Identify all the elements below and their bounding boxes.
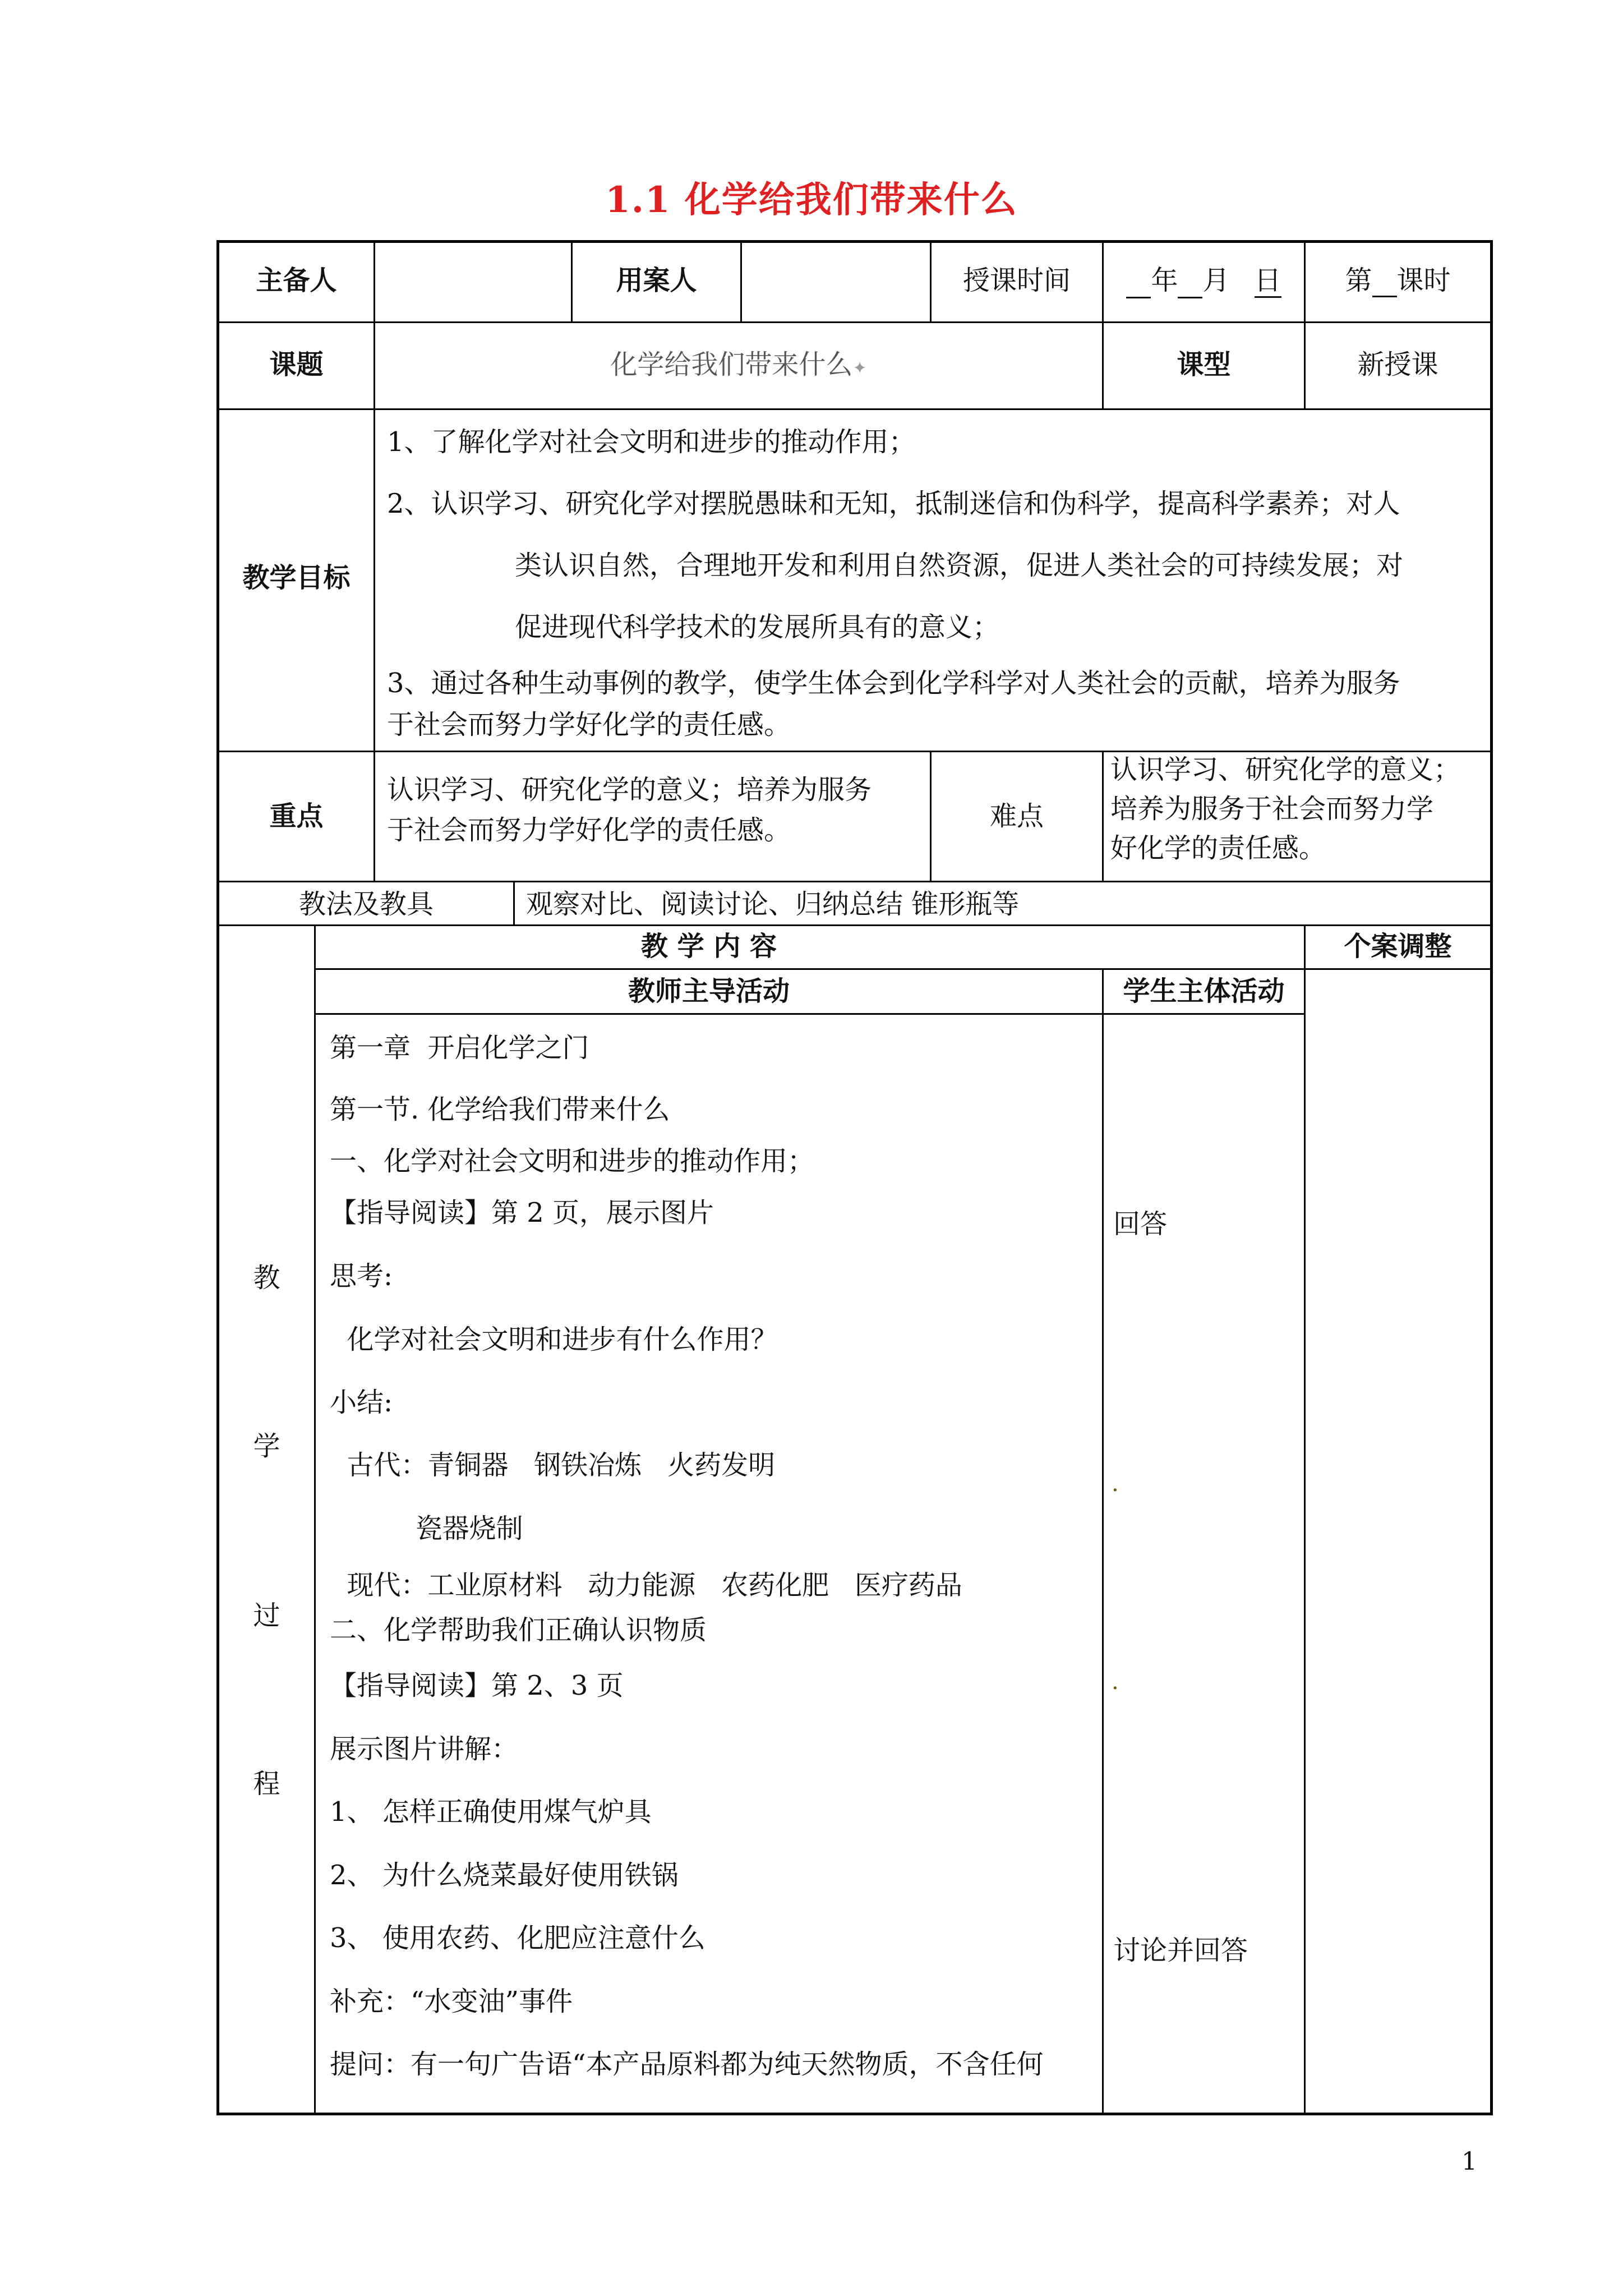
- goal-line-6: 于社会而努力学好化学的责任感。: [387, 709, 791, 740]
- teacher-line-1: 第一章 开启化学之门: [330, 1032, 589, 1064]
- topic-label: 课题: [269, 349, 324, 380]
- goal-line-4: 促进现代科学技术的发展所具有的意义；: [515, 611, 1000, 643]
- class-time-label: 授课时间: [962, 265, 1071, 296]
- period-prefix: 第: [1345, 265, 1372, 296]
- student-activity-header: 学生主体活动: [1123, 976, 1285, 1007]
- teacher-line-4: 【指导阅读】第 2 页，展示图片: [330, 1197, 714, 1228]
- teaching-content-header: 教 学 内 容: [640, 931, 777, 962]
- date-year: 年: [1151, 265, 1178, 296]
- process-side-label-2: 学: [253, 1430, 280, 1462]
- prep-person-label: 主备人: [256, 265, 337, 296]
- teacher-line-7: 小结:: [330, 1387, 393, 1418]
- key-point-label: 重点: [269, 800, 324, 832]
- teacher-line-6: 化学对社会文明和进步有什么作用？: [330, 1324, 778, 1355]
- teacher-line-18: 提问：有一句广告语“本产品原料都为纯天然物质，不含任何: [330, 2049, 1044, 2080]
- teacher-line-5: 思考:: [330, 1260, 393, 1292]
- margin-dot-2: .: [1112, 1669, 1119, 1695]
- goal-line-3: 类认识自然，合理地开发和利用自然资源，促进人类社会的可持续发展；对: [515, 550, 1404, 581]
- teacher-activity-header: 教师主导活动: [628, 976, 790, 1007]
- teacher-line-15: 2、 为什么烧菜最好使用铁锅: [330, 1860, 679, 1891]
- lesson-type-label: 课型: [1177, 349, 1231, 380]
- teacher-line-16: 3、 使用农药、化肥应注意什么: [330, 1922, 706, 1954]
- case-adjustment-header: 个案调整: [1344, 931, 1452, 962]
- process-side-label-4: 程: [253, 1768, 280, 1800]
- topic-value-text: 化学给我们带来什么: [610, 349, 853, 380]
- goal-line-1: 1、了解化学对社会文明和进步的推动作用；: [387, 426, 916, 458]
- teacher-line-3: 一、化学对社会文明和进步的推动作用；: [330, 1145, 815, 1177]
- teacher-line-14: 1、 怎样正确使用煤气炉具: [330, 1796, 652, 1828]
- difficult-point-label: 难点: [989, 800, 1044, 832]
- goal-line-5: 3、通过各种生动事例的教学，使学生体会到化学科学对人类社会的贡献，培养为服务: [387, 668, 1400, 699]
- date-day: 日: [1255, 265, 1281, 298]
- process-side-label-3: 过: [253, 1600, 280, 1631]
- teacher-line-12: 【指导阅读】第 2、3 页: [330, 1670, 624, 1701]
- student-answer-2: 讨论并回答: [1113, 1935, 1248, 1966]
- date-month: 月: [1202, 265, 1230, 296]
- process-side-label-1: 教: [253, 1262, 280, 1294]
- methods-value: 观察对比、阅读讨论、归纳总结 锥形瓶等: [526, 889, 1020, 920]
- period-suffix: 课时: [1396, 265, 1451, 296]
- margin-dot-1: .: [1112, 1471, 1119, 1497]
- difficult-point-line-3: 好化学的责任感。: [1110, 832, 1326, 864]
- methods-label: 教法及教具: [298, 889, 434, 920]
- goal-line-2: 2、认识学习、研究化学对摆脱愚昧和无知，抵制迷信和伪科学，提高科学素养；对人: [387, 488, 1400, 519]
- page-title: 1.1 化学给我们带来什么: [605, 179, 1018, 221]
- teacher-line-10: 现代：工业原材料 动力能源 农药化肥 医疗药品: [330, 1570, 962, 1601]
- teacher-line-13: 展示图片讲解：: [330, 1733, 519, 1765]
- teacher-line-2: 第一节. 化学给我们带来什么: [330, 1094, 670, 1125]
- teaching-goals-label: 教学目标: [242, 562, 351, 593]
- teacher-line-17: 补充：“水变油”事件: [330, 1986, 573, 2017]
- teacher-line-9: 瓷器烧制: [330, 1513, 523, 1544]
- difficult-point-line-2: 培养为服务于社会而努力学: [1110, 793, 1434, 825]
- key-point-line-2: 于社会而努力学好化学的责任感。: [387, 815, 791, 846]
- period-field: [1306, 264, 1490, 297]
- class-date-field: [1104, 264, 1304, 298]
- key-point-line-1: 认识学习、研究化学的意义；培养为服务: [387, 774, 872, 806]
- user-person-label: 用案人: [616, 265, 697, 296]
- lesson-type-value: 新授课: [1357, 349, 1438, 380]
- difficult-point-line-1: 认识学习、研究化学的意义；: [1110, 754, 1461, 785]
- topic-value: 化学给我们带来什么✦: [610, 349, 867, 380]
- teacher-line-8: 古代：青铜器 钢铁冶炼 火药发明: [330, 1450, 776, 1481]
- student-answer-1: 回答: [1113, 1208, 1168, 1240]
- page-number: 1: [1461, 2147, 1477, 2176]
- teacher-line-11: 二、化学帮助我们正确认识物质: [330, 1614, 707, 1646]
